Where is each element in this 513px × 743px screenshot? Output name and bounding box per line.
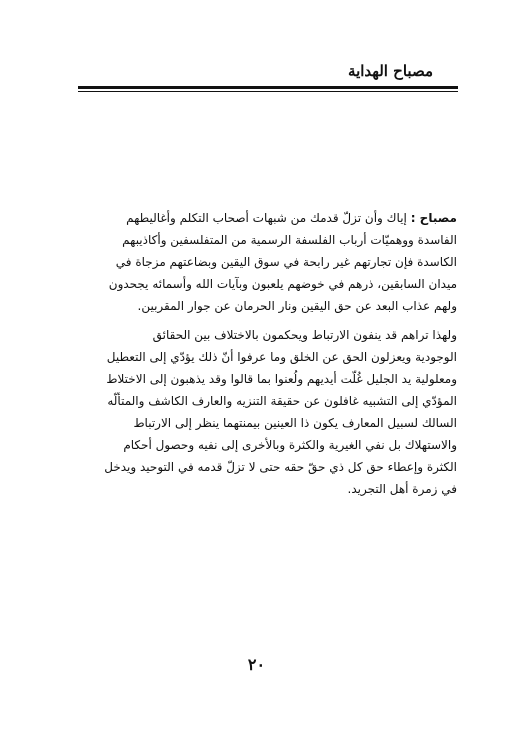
text-line: ولهم عذاب البعد عن حق اليقين ونار الحرمان عن جوار المقربين. [137,299,457,313]
main-text [72,207,457,500]
paragraph-1 [72,207,457,317]
text-line: في زمرة أهل التجريد. [347,482,457,496]
text-line: الكثرة وإعطاء حق كل ذي حقّ حقه حتى لا تزلّ قدمه في التوحيد ويدخل [104,460,457,474]
header-rule-thin [78,91,458,92]
text-line: المؤدّي إلى التشبيه غافلون عن حقيقة التنزيه والعارف الكاشف والمتألّه [107,394,457,408]
text-line: السالك لسبيل المعارف يكون ذا العينين بيمنتهما ينظر إلى الارتباط [133,416,457,430]
running-header-title: مصباح الهداية [348,62,433,80]
text-line: مصباح : إياك وأن تزلّ قدمك من شبهات أصحاب التكلم وأغاليطهم [126,211,457,225]
paragraph-2 [72,324,457,500]
text-line: الكاسدة فإن تجارتهم غير رابحة في سوق اليقين وبضاعتهم مزجاة في [115,255,457,269]
text-line: ولهذا تراهم قد ينفون الارتباط ويحكمون بالاختلاف بين الحقائق [152,328,457,342]
section-heading: مصباح : [410,211,457,225]
text-line: ميدان السابقين، ذرهم في خوضهم يلعبون وبآيات الله وأسمائه يجحدون [108,277,457,291]
text-line: والاستهلاك بل نفي الغيرية والكثرة وبالأخرى إلى نفيه وحصول أحكام [123,438,457,452]
page-number: ٢٠ [247,655,266,674]
text-line: ومعلولية يد الجليل غُلّت أيديهم ولُعنوا بما قالوا وقد يذهبون إلى الاختلاط [106,372,457,386]
header-rule-thick [78,86,458,89]
text-line: الوجودية ويعزلون الحق عن الخلق وما عرفوا أنّ ذلك يؤدّي إلى التعطيل [106,350,457,364]
text-line: الفاسدة ووهميّات أرباب الفلسفة الرسمية من المتفلسفين وأكاذيبهم [122,233,457,247]
